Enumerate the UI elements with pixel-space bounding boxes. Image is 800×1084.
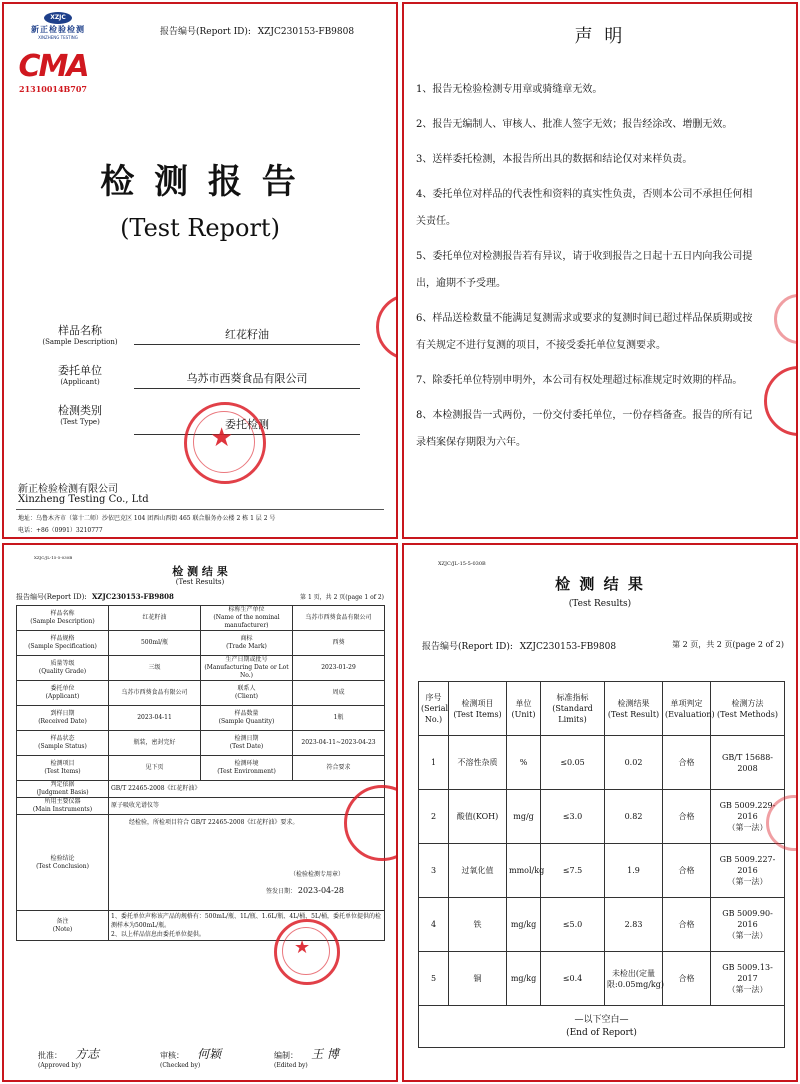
basis-label: 判定依据 (Judgment Basis) — [17, 781, 109, 798]
field-label-cell: 样品规格 (Sample Specification) — [17, 631, 109, 656]
serial-cell: 3 — [419, 844, 449, 898]
header-serial: 序号 (Serial No.) — [419, 682, 449, 736]
instruments-value: 原子吸收光谱仪等 — [109, 798, 385, 815]
company-name-en: Xinzheng Testing Co., Ltd — [18, 494, 149, 505]
serial-cell: 1 — [419, 736, 449, 790]
report-id — [160, 24, 354, 37]
field-label-cell: 检测项目 (Test Items) — [17, 756, 109, 781]
field-label-cell: 联系人 (Client) — [201, 681, 293, 706]
table-header-row — [419, 682, 785, 736]
note-label: 备注 (Note) — [17, 911, 109, 941]
page-indicator: 第 2 页，共 2 页(page 2 of 2) — [672, 640, 784, 649]
unit-cell: mg/g — [507, 790, 541, 844]
evaluation-cell: 合格 — [663, 952, 711, 1006]
edited-block — [274, 1043, 339, 1069]
limit-cell: ≤7.5 — [541, 844, 605, 898]
field-value-cell: 2023-01-29 — [293, 656, 385, 681]
cover-divider — [16, 509, 384, 510]
company-name-cn: 新正检验检测有限公司 — [18, 484, 118, 495]
method-cell: GB 5009.90-2016 （第一法） — [711, 898, 785, 952]
serial-cell: 5 — [419, 952, 449, 1006]
table-row — [17, 606, 385, 631]
applicant-field-value: 乌苏市西葵食品有限公司 — [134, 370, 360, 389]
conclusion-text: 经检验，所检项目符合 GB/T 22465-2008《红花籽油》要求。 — [129, 819, 299, 826]
field-label-cn: 样品名称 — [58, 324, 102, 337]
approved-block — [38, 1043, 99, 1069]
issue-date-label: 签发日期： — [265, 888, 296, 895]
table-row — [419, 790, 785, 844]
field-value-cell: 2023-04-11 — [109, 706, 201, 731]
unit-cell: mg/kg — [507, 952, 541, 1006]
field-value-cell: 见下页 — [109, 756, 201, 781]
table-row — [419, 736, 785, 790]
method-cell: GB/T 15688-2008 — [711, 736, 785, 790]
limit-cell: ≤0.05 — [541, 736, 605, 790]
seal-star-icon: ★ — [294, 937, 311, 958]
method-cell: GB 5009.227-2016 （第一法） — [711, 844, 785, 898]
sample-field-value: 红花籽油 — [134, 326, 360, 345]
results-page-2 — [402, 543, 798, 1082]
table-row — [17, 681, 385, 706]
table-row — [17, 731, 385, 756]
header-method: 检测方法 (Test Methods) — [711, 682, 785, 736]
field-label-cell: 委托单位 (Applicant) — [17, 681, 109, 706]
checked-block — [160, 1043, 221, 1069]
company-address: 地址：乌鲁木齐市（第十二师）沙依巴克区 104 团西山西街 465 联合服务办公楼 2 栋 1 层 2 号 — [18, 515, 276, 522]
declaration-item: 6、样品送检数量不能满足复测需求或要求的复测时间已超过样品保质期或按有关规定不进行复测的项目，不接受委托单位复测要求。 — [416, 313, 753, 351]
method-cell: GB 5009.229-2016 （第一法） — [711, 790, 785, 844]
conclusion-label: 检验结论 (Test Conclusion) — [17, 815, 109, 911]
report-id-label: 报告编号(Report ID): — [160, 27, 251, 37]
table-row — [17, 706, 385, 731]
edited-label: 编制： — [274, 1051, 298, 1060]
cover-page — [2, 2, 398, 539]
field-label-cell: 标称生产单位 (Name of the nominal manufacturer) — [201, 606, 293, 631]
results-title-cn: 检 测 结 果 — [172, 565, 228, 578]
limit-cell: ≤0.4 — [541, 952, 605, 1006]
issue-date-row — [266, 887, 344, 896]
field-label-cell: 样品数量 (Sample Quantity) — [201, 706, 293, 731]
item-cell: 铜 — [449, 952, 507, 1006]
declaration-item: 7、除委托单位特别申明外，本公司有权处理超过标准规定时效期的样品。 — [416, 375, 743, 386]
field-label-cell: 样品名称 (Sample Description) — [17, 606, 109, 631]
form-code: XZJC/JL-15-5-030B — [438, 561, 486, 567]
declaration-item: 5、委托单位对检测报告若有异议，请于收到报告之日起十五日内向我公司提出，逾期不予受理。 — [416, 251, 753, 289]
field-value-cell: 三级 — [109, 656, 201, 681]
item-cell: 酸值(KOH) — [449, 790, 507, 844]
report-id — [422, 639, 616, 652]
cma-number: 21310014B707 — [19, 84, 87, 94]
header-result: 检测结果 (Test Result) — [605, 682, 663, 736]
applicant-field-label — [40, 362, 120, 386]
result-cell: 0.82 — [605, 790, 663, 844]
result-cell: 0.02 — [605, 736, 663, 790]
declaration-item: 3、送样委托检测，本报告所出具的数据和结论仅对来样负责。 — [416, 154, 693, 165]
header-limit: 标准指标 (Standard Limits) — [541, 682, 605, 736]
edge-seal — [376, 294, 398, 360]
evaluation-cell: 合格 — [663, 736, 711, 790]
edge-seal — [774, 294, 798, 344]
cma-logo-text: CMA — [18, 49, 88, 84]
company-logo — [28, 12, 88, 40]
checked-signature: 何颖 — [197, 1047, 222, 1061]
field-value-cell: 西葵 — [293, 631, 385, 656]
report-id-value: XZJC230153-FB9808 — [257, 27, 355, 37]
approved-signature: 方志 — [75, 1047, 100, 1061]
edge-seal — [764, 366, 798, 436]
field-value-cell: 500ml/瓶 — [109, 631, 201, 656]
declaration-item: 2、报告无编制人、审核人、批准人签字无效；报告经涂改、增删无效。 — [416, 119, 733, 130]
field-value-cell: 红花籽油 — [109, 606, 201, 631]
serial-cell: 4 — [419, 898, 449, 952]
issue-date-value: 2023-04-28 — [297, 886, 344, 895]
report-id-value: XZJC230153-FB9808 — [519, 642, 617, 652]
item-cell: 不溶性杂质 — [449, 736, 507, 790]
results-title-en: (Test Results) — [568, 599, 632, 609]
field-value-cell: 周成 — [293, 681, 385, 706]
unit-cell: mmol/kg — [507, 844, 541, 898]
results-page-1 — [2, 543, 398, 1082]
table-row — [17, 656, 385, 681]
declaration-item: 1、报告无检验检测专用章或骑缝章无效。 — [416, 84, 603, 95]
results-title-en: (Test Results) — [175, 578, 225, 586]
table-row — [17, 631, 385, 656]
report-id-label: 报告编号(Report ID): — [16, 593, 87, 601]
report-id — [16, 592, 174, 602]
end-text-en: (End of Report) — [566, 1027, 637, 1038]
field-value-cell: 乌苏市西葵食品有限公司 — [109, 681, 201, 706]
stamp-note: （检验检测专用章） — [289, 871, 344, 878]
field-label-en: (Applicant) — [60, 378, 100, 386]
note-text: 1、委托单位声称该产品的规格有：500mL/瓶、1L/瓶、1.6L/瓶、4L/桶、5L/桶，委托单位提供的检测样本为500mL/瓶。 2、以上样品信息由委托单位提供。 — [109, 911, 385, 941]
table-row — [17, 756, 385, 781]
edited-signature: 王 博 — [311, 1047, 339, 1061]
form-code: XZJC/JL-15-5-030B — [34, 555, 73, 560]
field-label-cell: 商标 (Trade Mark) — [201, 631, 293, 656]
sample-field-label — [40, 322, 120, 346]
conclusion-cell — [109, 815, 385, 911]
type-field-label — [40, 402, 120, 426]
unit-cell: % — [507, 736, 541, 790]
limit-cell: ≤5.0 — [541, 898, 605, 952]
table-row — [419, 844, 785, 898]
declaration-list — [416, 76, 756, 456]
declaration-item: 4、委托单位对样品的代表性和资料的真实性负责，否则本公司不承担任何相关责任。 — [416, 189, 753, 227]
field-label-cell: 样品状态 (Sample Status) — [17, 731, 109, 756]
evaluation-cell: 合格 — [663, 844, 711, 898]
limit-cell: ≤3.0 — [541, 790, 605, 844]
results-title-cn: 检 测 结 果 — [555, 575, 645, 593]
field-label-cell: 质量等级 (Quality Grade) — [17, 656, 109, 681]
logo-cn: 新正检验检测 — [31, 24, 85, 34]
table-row — [419, 952, 785, 1006]
serial-cell: 2 — [419, 790, 449, 844]
method-cell: GB 5009.13-2017 （第一法） — [711, 952, 785, 1006]
result-cell: 1.9 — [605, 844, 663, 898]
test-results-table — [418, 681, 785, 1048]
end-of-report — [419, 1006, 785, 1048]
page-indicator: 第 1 页，共 2 页(page 1 of 2) — [300, 594, 384, 601]
logo-abbr: XZJC — [44, 12, 72, 24]
unit-cell: mg/kg — [507, 898, 541, 952]
header-unit: 单位 (Unit) — [507, 682, 541, 736]
report-id-value: XZJC230153-FB9808 — [91, 592, 174, 601]
basis-value: GB/T 22465-2008《红花籽油》 — [109, 781, 385, 798]
result-cell: 未检出(定量限:0.05mg/kg) — [605, 952, 663, 1006]
field-label-en: (Test Type) — [60, 418, 100, 426]
table-row — [419, 898, 785, 952]
item-cell: 铁 — [449, 898, 507, 952]
end-text-cn: —以下空白— — [574, 1014, 629, 1025]
header-evaluation: 单项判定 (Evaluation) — [663, 682, 711, 736]
field-label-cell: 生产日期或批号 (Manufacturing Date or Lot No.) — [201, 656, 293, 681]
field-label-cn: 委托单位 — [58, 364, 102, 377]
field-label-en: (Sample Description) — [42, 338, 118, 346]
report-id-label: 报告编号(Report ID): — [422, 642, 513, 652]
cover-title-en: (Test Report) — [120, 214, 280, 242]
evaluation-cell: 合格 — [663, 898, 711, 952]
checked-label: 审核： — [160, 1051, 184, 1060]
declaration-title: 声 明 — [574, 26, 626, 47]
declaration-item: 8、本检测报告一式两份，一份交付委托单位，一份存档备查。报告的所有记录档案保存期限为六年。 — [416, 410, 753, 448]
field-label-cn: 检测类别 — [58, 404, 102, 417]
cover-title-cn: 检 测 报 告 — [100, 162, 300, 202]
logo-en: XINZHENG TESTING — [38, 35, 78, 40]
evaluation-cell: 合格 — [663, 790, 711, 844]
item-cell: 过氧化值 — [449, 844, 507, 898]
field-label-cell: 检测环境 (Test Environment) — [201, 756, 293, 781]
field-value-cell: 瓶装，密封完好 — [109, 731, 201, 756]
instruments-label: 所用主要仪器 (Main Instruments) — [17, 798, 109, 815]
field-value-cell: 乌苏市西葵食品有限公司 — [293, 606, 385, 631]
edited-label-en: (Edited by) — [274, 1062, 308, 1069]
field-value-cell: 1瓶 — [293, 706, 385, 731]
field-value-cell: 符合要求 — [293, 756, 385, 781]
company-tel: 电话：+86（0991）3210777 — [18, 527, 103, 534]
field-label-cell: 到样日期 (Received Date) — [17, 706, 109, 731]
field-value-cell: 2023-04-11~2023-04-23 — [293, 731, 385, 756]
type-field-value: 委托检测 — [134, 416, 360, 435]
approved-label: 批准： — [38, 1051, 62, 1060]
seal-star-icon: ★ — [210, 423, 234, 453]
approved-label-en: (Approved by) — [38, 1062, 82, 1069]
cma-mark — [18, 50, 88, 94]
checked-label-en: (Checked by) — [160, 1062, 201, 1069]
sample-info-table — [16, 605, 385, 941]
field-label-cell: 检测日期 (Test Date) — [201, 731, 293, 756]
header-item: 检测项目 (Test Items) — [449, 682, 507, 736]
declaration-page — [402, 2, 798, 539]
result-cell: 2.83 — [605, 898, 663, 952]
